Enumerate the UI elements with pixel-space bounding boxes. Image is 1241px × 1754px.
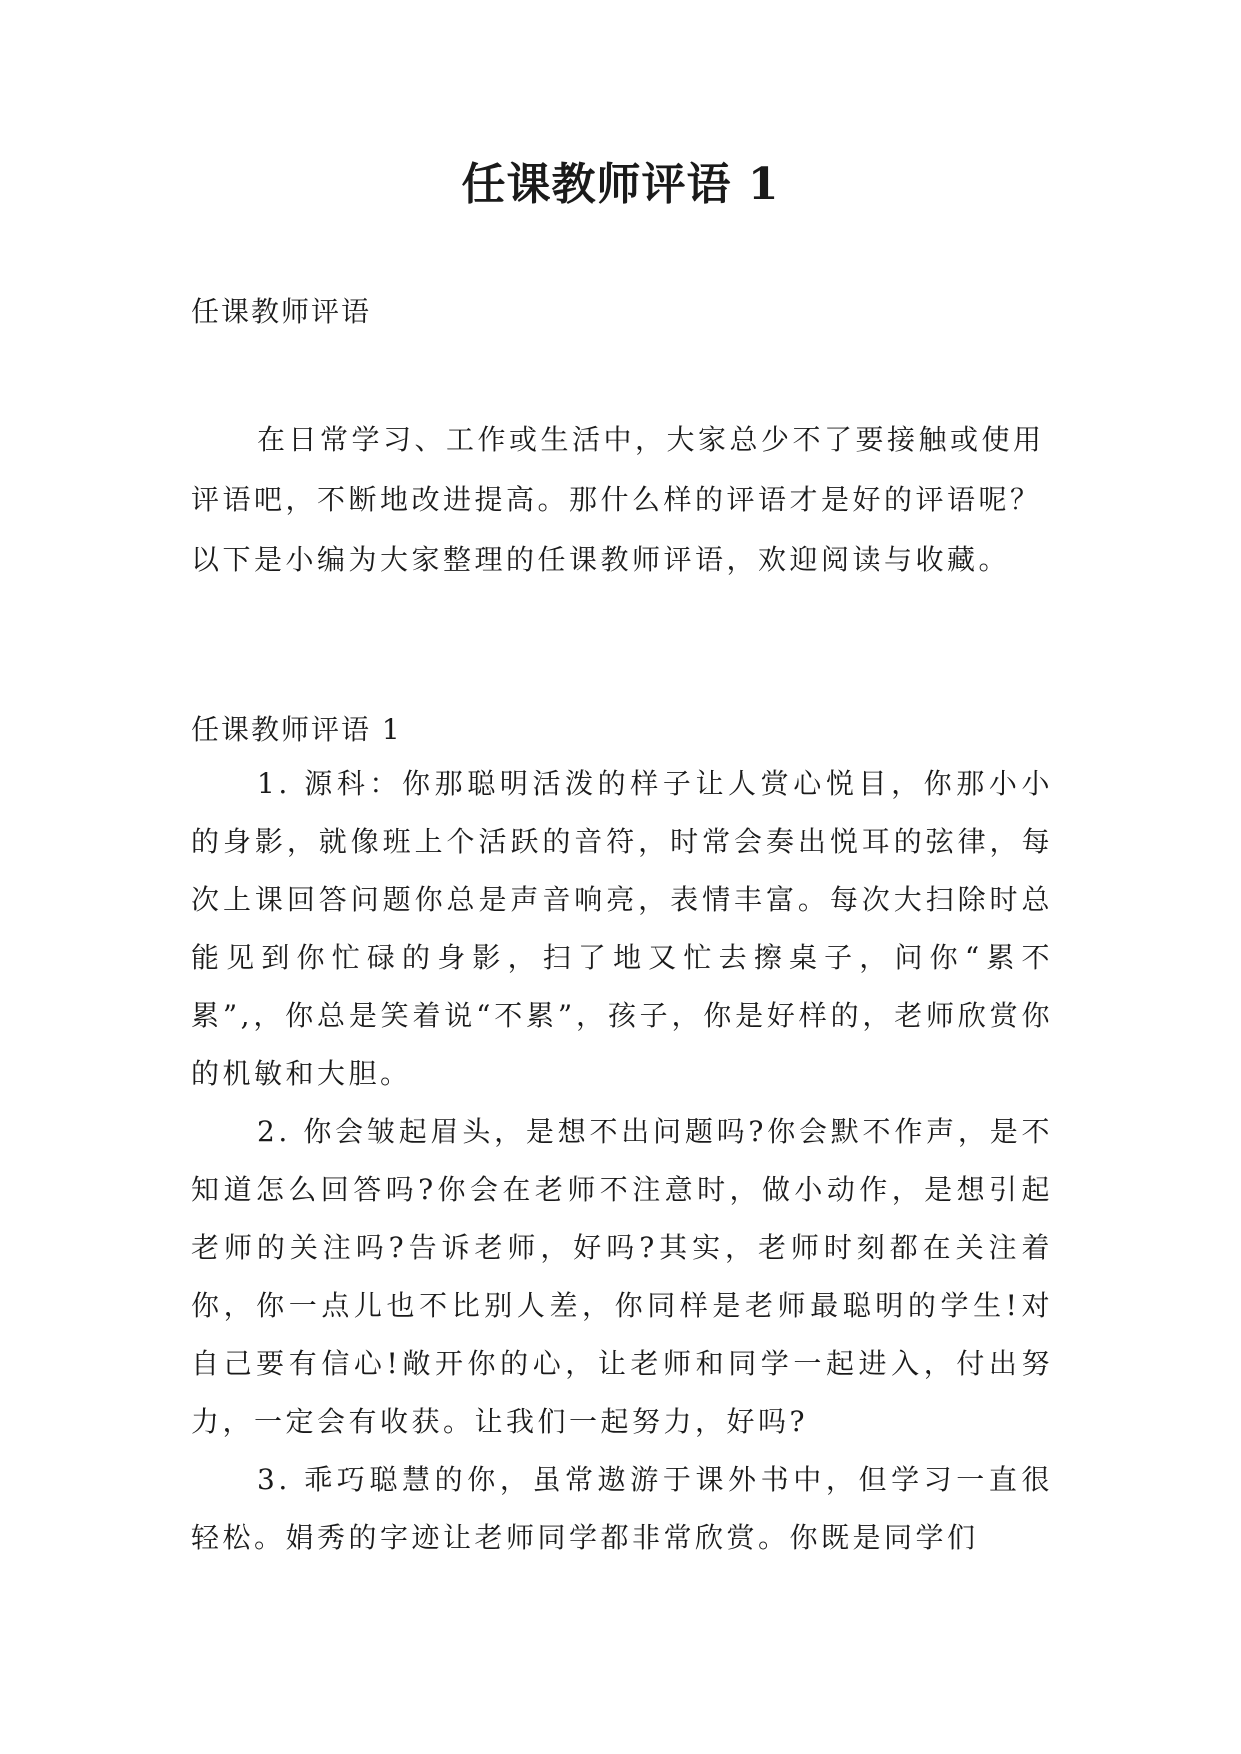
comment-item-3: 3. 乖巧聪慧的你，虽常遨游于课外书中，但学习一直很轻松。娟秀的字迹让老师同学都非常欣赏。你既是同学们 xyxy=(191,1463,1053,1554)
intro-paragraph: 在日常学习、工作或生活中，大家总少不了要接触或使用评语吧，不断地改进提高。那什么样的评语才是好的评语呢？以下是小编为大家整理的任课教师评语，欢迎阅读与收藏。 xyxy=(191,423,1045,576)
comment-item-2: 2. 你会皱起眉头，是想不出问题吗?你会默不作声，是不知道怎么回答吗?你会在老师不注意时，做小动作，是想引起老师的关注吗?告诉老师，好吗?其实，老师时刻都在关注着你，你一点儿也不比别人差，你同样是老师最聪明的学生!对自己要有信心!敞开你的心，让老师和同学一起进入，付出努力，一定会有收获。让我们一起努力，好吗? xyxy=(191,1115,1053,1438)
section-heading: 任课教师评语 1 xyxy=(191,713,402,746)
document-subtitle: 任课教师评语 xyxy=(191,295,372,328)
comment-list xyxy=(191,755,1053,1567)
comment-item-1: 1. 源科：你那聪明活泼的样子让人赏心悦目，你那小小的身影，就像班上个活跃的音符，时常会奏出悦耳的弦律，每次上课回答问题你总是声音响亮，表情丰富。每次大扫除时总能见到你忙碌的身影，扫了地又忙去擦桌子，问你“累不累”,，你总是笑着说“不累”，孩子，你是好样的，老师欣赏你的机敏和大胆。 xyxy=(191,767,1053,1090)
document-title: 任课教师评语 1 xyxy=(461,159,780,210)
